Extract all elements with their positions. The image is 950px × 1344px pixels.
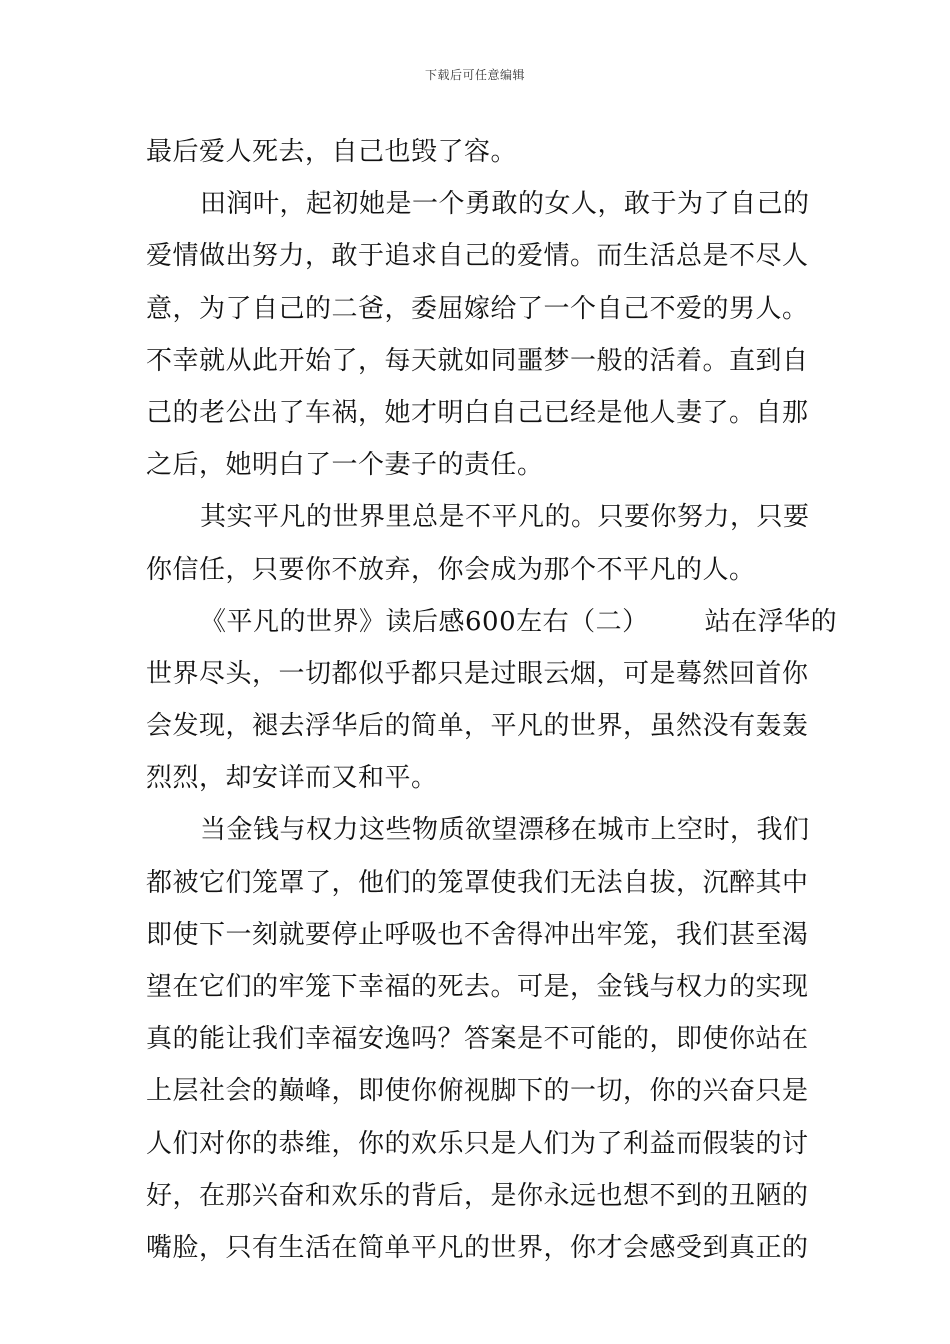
text-line: 烈烈，却安详而又和平。 bbox=[146, 763, 438, 794]
text-line: 会发现，褪去浮华后的简单，平凡的世界，虽然没有轰轰 bbox=[146, 711, 809, 742]
page-header: 下载后可任意编辑 bbox=[424, 68, 525, 82]
text-line: 都被它们笼罩了，他们的笼罩使我们无法自拔，沉醉其中 bbox=[146, 867, 809, 898]
text-line: 即使下一刻就要停止呼吸也不舍得冲出牢笼，我们甚至渴 bbox=[146, 919, 809, 950]
text-line: 人们对你的恭维，你的欢乐只是人们为了利益而假装的讨 bbox=[146, 1128, 809, 1159]
text-line: 其实平凡的世界里总是不平凡的。只要你努力，只要 bbox=[200, 502, 810, 533]
text-line: 意，为了自己的二爸，委屈嫁给了一个自己不爱的男人。 bbox=[146, 293, 809, 324]
text-line: 爱情做出努力，敢于追求自己的爱情。而生活总是不尽人 bbox=[146, 241, 809, 272]
text-line: 真的能让我们幸福安逸吗？答案是不可能的，即使你站在 bbox=[146, 1024, 809, 1055]
text-line: 你信任，只要你不放弃，你会成为那个不平凡的人。 bbox=[146, 554, 756, 585]
section-heading: 《平凡的世界》读后感600左右（二） bbox=[200, 606, 649, 637]
text-line: 最后爱人死去，自己也毁了容。 bbox=[146, 137, 518, 167]
text-line: 好，在那兴奋和欢乐的背后，是你永远也想不到的丑陋的 bbox=[146, 1180, 809, 1211]
text-line: 当金钱与权力这些物质欲望漂移在城市上空时，我们 bbox=[200, 815, 810, 846]
text-line: 田润叶，起初她是一个勇敢的女人，敢于为了自己的 bbox=[200, 189, 810, 220]
text-line: 己的老公出了车祸，她才明白自己已经是他人妻了。自那 bbox=[146, 397, 809, 428]
text-line: 上层社会的巅峰，即使你俯视脚下的一切，你的兴奋只是 bbox=[146, 1076, 809, 1107]
document-body bbox=[146, 126, 838, 1274]
text-line: 嘴脸，只有生活在简单平凡的世界，你才会感受到真正的 bbox=[146, 1232, 809, 1263]
section-heading-line bbox=[146, 596, 838, 648]
text-fragment: 站在浮华的 bbox=[704, 606, 838, 637]
text-line: 之后，她明白了一个妻子的责任。 bbox=[146, 450, 544, 481]
text-line: 世界尽头，一切都似乎都只是过眼云烟，可是蓦然回首你 bbox=[146, 658, 809, 689]
text-line: 望在它们的牢笼下幸福的死去。可是，金钱与权力的实现 bbox=[146, 972, 809, 1002]
text-line: 不幸就从此开始了，每天就如同噩梦一般的活着。直到自 bbox=[146, 345, 809, 376]
